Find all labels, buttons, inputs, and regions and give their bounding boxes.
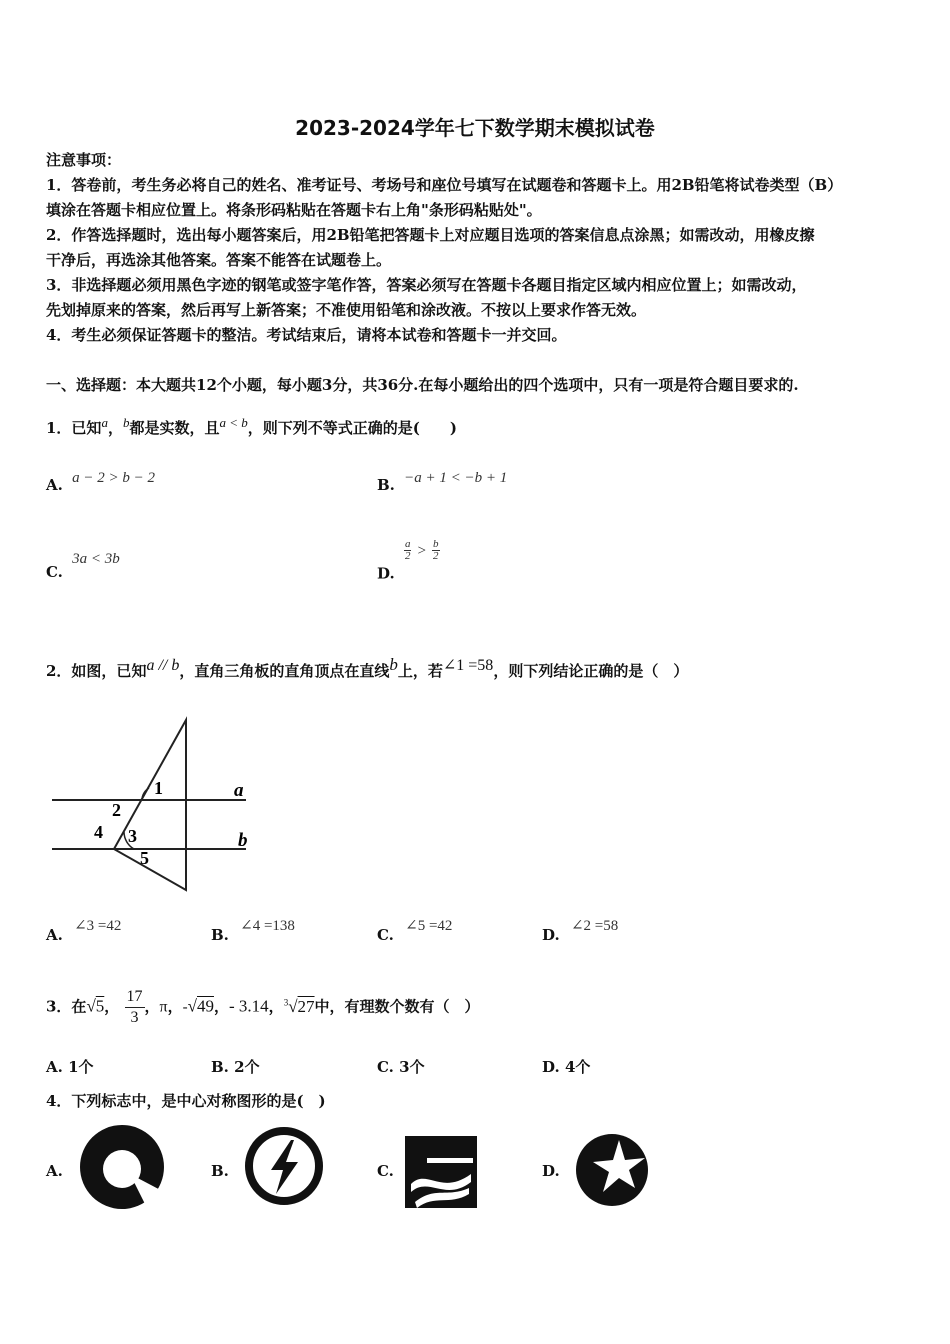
q2-option-b: B. ∠4 =138 [211, 918, 295, 944]
figure-label-2: 2 [112, 800, 121, 820]
section-heading: 一、选择题：本大题共12个小题，每小题3分，共36分.在每小题给出的四个选项中，只有一项是符合题目要求的. [46, 376, 799, 394]
q4-stem: 4．下列标志中，是中心对称图形的是( ) [46, 1092, 326, 1110]
wave-square-logo-icon [405, 1136, 479, 1208]
triangle-ruler [114, 720, 186, 890]
q3-option-b: B. 2个 [211, 1058, 260, 1076]
q4-option-c-label: C. [377, 1162, 394, 1180]
q4-option-d-label: D. [542, 1162, 560, 1180]
q4-option-a-label: A. [46, 1162, 63, 1180]
notice-heading: 注意事项： [46, 151, 122, 169]
q1-option-d: D. $\frac{a}{2}$ > $\frac{b}{2}$ [377, 538, 439, 583]
star-circle-logo-icon [575, 1132, 651, 1208]
notice-line-7: 4．考生必须保证答题卡的整洁。考试结束后，请将本试卷和答题卡一并交回。 [46, 326, 567, 344]
q1-option-c: C. 3a < 3b [46, 551, 120, 581]
figure-label-5: 5 [140, 848, 149, 868]
q3-option-a: A. 1个 [46, 1058, 94, 1076]
notice-line-1: 1．答卷前，考生务必将自己的姓名、准考证号、考场号和座位号填写在试题卷和答题卡上。用2B铅笔将试卷类型（B） [46, 176, 843, 194]
q3-stem: 3．在√5， $\frac{17}{3}$ ，π，-√49，- 3.14，$^3$√27中，有理数个数有（ ） [46, 988, 480, 1027]
q2-option-d: D. ∠2 =58 [542, 918, 619, 944]
notice-line-3: 2．作答选择题时，选出每小题答案后，用2B铅笔把答题卡上对应题目选项的答案信息点涂黑；如需改动，用橡皮擦 [46, 226, 815, 244]
q2-stem: 2．如图，已知a // b，直角三角板的直角顶点在直线b上，若∠1 =58，则下列结论正确的是（ ） [46, 655, 689, 680]
figure-label-a: a [234, 780, 244, 801]
q2-option-a: A. ∠3 =42 [46, 918, 122, 944]
q4-option-b-label: B. [211, 1162, 229, 1180]
notice-line-2: 填涂在答题卡相应位置上。将条形码粘贴在答题卡右上角"条形码粘贴处"。 [46, 201, 542, 219]
q3-option-c: C. 3个 [377, 1058, 425, 1076]
notice-line-4: 干净后，再选涂其他答案。答案不能答在试题卷上。 [46, 251, 392, 269]
notice-line-6: 先划掉原来的答案，然后再写上新答案；不准使用铅笔和涂改液。不按以上要求作答无效。 [46, 301, 647, 319]
notice-line-5: 3．非选择题必须用黑色字迹的钢笔或签字笔作答，答案必须写在答题卡各题目指定区域内相应位置上；如需改动， [46, 276, 807, 294]
q2-option-c: C. ∠5 =42 [377, 918, 453, 944]
figure-label-3: 3 [128, 826, 137, 846]
figure-label-1: 1 [154, 778, 163, 798]
q1-stem: 1．已知a，b都是实数，且a < b，则下列不等式正确的是( ) [46, 415, 457, 437]
open-circle-logo-icon [78, 1124, 168, 1210]
q1-option-b: B. −a + 1 < −b + 1 [377, 470, 508, 494]
parallel-lines-figure [46, 712, 276, 902]
figure-label-4: 4 [94, 822, 103, 842]
q1-option-a: A. a − 2 > b − 2 [46, 470, 155, 494]
figure-label-b: b [238, 830, 248, 851]
q3-option-d: D. 4个 [542, 1058, 591, 1076]
page-title: 2023-2024学年七下数学期末模拟试卷 [295, 116, 655, 140]
lightning-circle-logo-icon [243, 1124, 327, 1208]
